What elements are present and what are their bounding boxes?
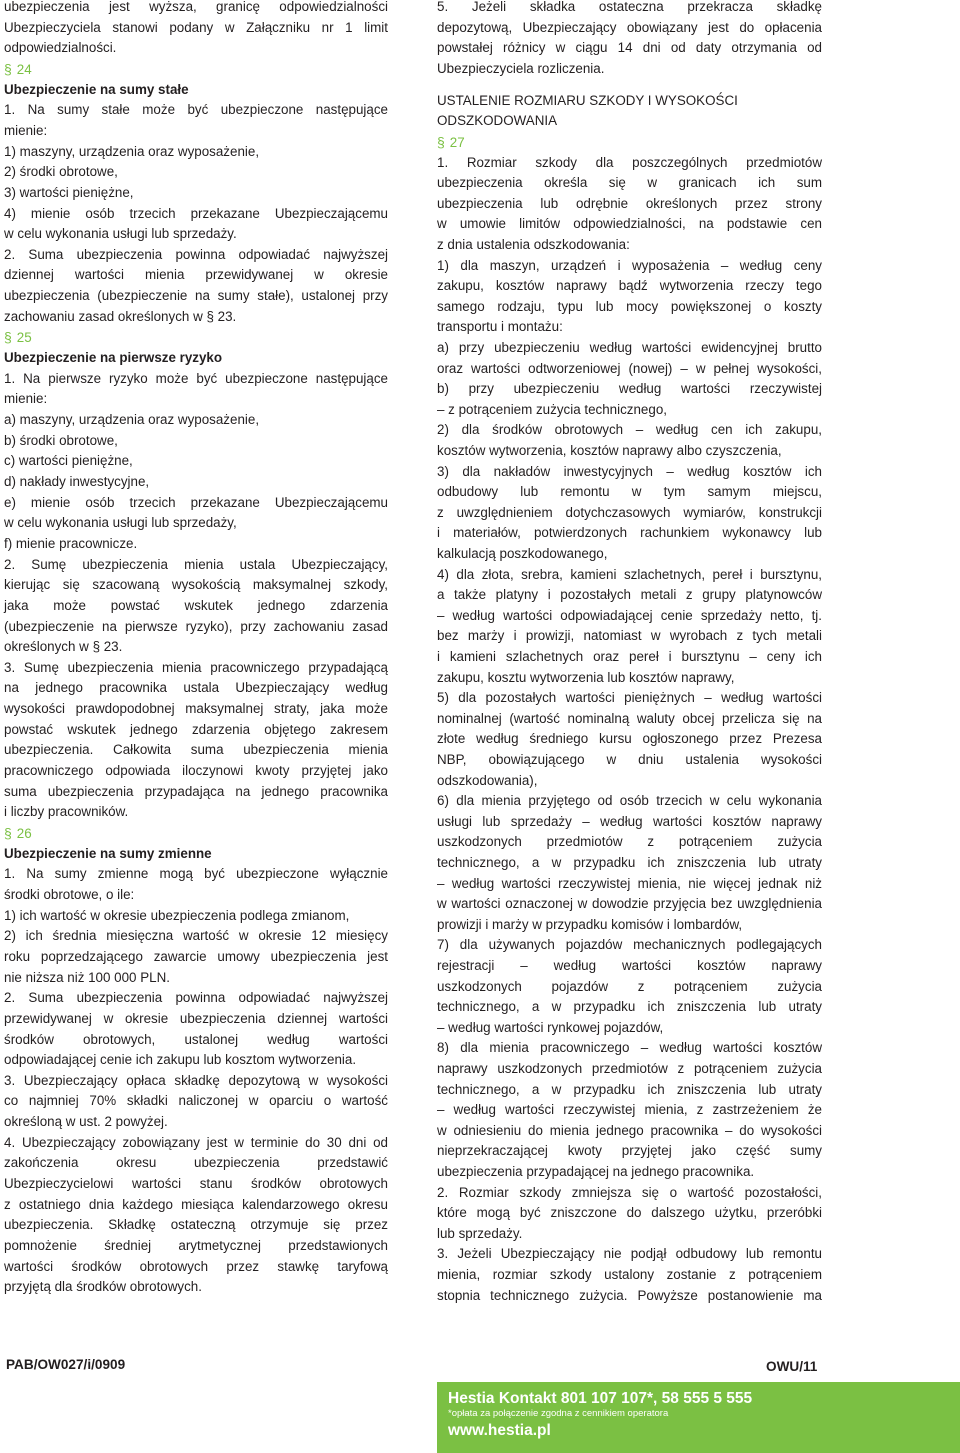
text-line: złote według średniego kursu ogłoszonego przez Prezesa [437, 731, 822, 747]
text-line: ubezpieczenia określa się w granicach ich sum [437, 175, 822, 191]
text-line: zachowaniu zasad określonych w § 23. [4, 308, 237, 324]
section-sign-icon: § [4, 60, 12, 77]
text-line: w odniesieniu do mienia jednego pracownika – do wysokości [437, 1122, 822, 1138]
text-line: odpowiedzialności. [4, 40, 117, 56]
text-line: zakupu, kosztu wytworzenia lub kosztów naprawy, [437, 669, 735, 685]
text-line: b) środki obrotowe, [4, 432, 118, 448]
text-line: powstałej różnicy w ciągu 14 dni od daty otrzymania od [437, 40, 822, 56]
text-line: mienia, rozmiar szkody ustalony zostanie z potrąceniem [437, 1266, 822, 1282]
text-line: powstać wskutek jednego zdarzenia objętego zakresem [4, 721, 388, 737]
text-line: i materiałów, potwierdzonych rachunkiem wykonawcy lub [437, 525, 822, 541]
text-line: 2. Suma ubezpieczenia powinna odpowiadać najwyższej [4, 246, 388, 262]
text-line: lub sprzedaży. [437, 1225, 523, 1241]
text-line: co najmniej 70% składki naliczonej w oparciu o wartość [4, 1093, 388, 1109]
text-line: 1) maszyny, urządzenia oraz wyposażenie, [4, 143, 260, 159]
text-line: 5. Jeżeli składka ostateczna przekracza składkę [437, 0, 822, 14]
text-line: z ostatniego dnia każdego miesiąca kalendarzowego okresu [4, 1196, 388, 1212]
text-line: na jednego pracownika ustala Ubezpieczający według [4, 680, 388, 696]
text-line: wartości środków obrotowych przez stawkę taryfową [4, 1258, 388, 1274]
document-code: PAB/OW027/i/0909 [6, 1357, 126, 1372]
text-line: w celu wykonania usługi lub sprzedaży, [4, 515, 237, 531]
text-line: prowizji i marży w przypadku komisów i lombardów, [437, 916, 743, 932]
text-line: technicznego, a w przypadku ich zniszczenia lub utraty [437, 999, 822, 1015]
text-line: – według wartości rzeczywistej mienia, z zastrzeżeniem że [437, 1102, 822, 1118]
text-line: 1) ich wartość w okresie ubezpieczenia podlega zmianom, [4, 907, 350, 923]
text-line: 1. Rozmiar szkody dla poszczególnych przedmiotów [437, 154, 822, 170]
text-line: i kamieni szlachetnych oraz pereł i bursztynu – ceny ich [437, 648, 822, 664]
text-line: e) mienie osób trzecich przekazane Ubezpieczającemu [4, 494, 388, 510]
chapter-heading: USTALENIE ROZMIARU SZKODY I WYSOKOŚCI [437, 92, 738, 108]
text-line: ubezpieczenia (ubezpieczenie na sumy stałe), ustalonej przy [4, 288, 388, 304]
text-line: transportu i montażu: [437, 319, 563, 335]
text-line: (ubezpieczenie na pierwsze ryzyko), przy zachowaniu zasad [4, 618, 388, 634]
text-line: kosztów wytworzenia, kosztów naprawy albo czyszczenia, [437, 442, 782, 458]
text-line: d) nakłady inwestycyjne, [4, 473, 150, 489]
text-line: suma ubezpieczenia przypadająca na jednego pracownika [4, 783, 388, 799]
text-line: w wartości oznaczonej w dowodzie przyjęcia bez uwzględnienia [437, 896, 822, 912]
text-line: oraz wartości odtworzeniowej (nowej) – w pełnej wysokości, [437, 360, 822, 376]
text-line: określoną w ust. 2 powyżej. [4, 1114, 168, 1130]
text-line: zakończenia okresu ubezpieczenia przedstawić [4, 1155, 388, 1171]
text-line: – z potrąceniem zużycia technicznego, [437, 401, 667, 417]
section-number-text: 26 [16, 826, 32, 841]
section-sign-icon: § [437, 133, 445, 150]
section-number [437, 132, 822, 153]
text-line: 8) dla mienia pracowniczego – według wartości kosztów [437, 1040, 822, 1056]
text-line: środki obrotowe, o ile: [4, 886, 135, 902]
text-line: c) wartości pieniężne, [4, 453, 133, 469]
text-line: stopnia technicznego zużycia. Powyższe postanowienie ma [437, 1287, 822, 1303]
text-line: b) przy ubezpieczeniu według wartości rzeczywistej [437, 381, 822, 397]
text-line: – według wartości odpowiadającej cenie sprzedaży netto, tj. [437, 607, 822, 623]
text-line: uszkodzonych pojazdów z potrąceniem zużycia [437, 978, 822, 994]
website-link[interactable]: www.hestia.pl [448, 1422, 551, 1439]
chapter-heading: ODSZKODOWANIA [437, 113, 558, 129]
section-number [4, 59, 388, 80]
text-line: 2) dla środków obrotowych – według cen ich zakupu, [437, 422, 822, 438]
text-line: technicznego, a w przypadku ich zniszczenia lub utraty [437, 1081, 822, 1097]
text-line: 2) środki obrotowe, [4, 164, 118, 180]
text-line: mienie: [4, 122, 48, 138]
page-label: OWU/11 [766, 1359, 818, 1374]
text-line: 3. Ubezpieczający opłaca składkę depozytową w wysokości [4, 1072, 388, 1088]
contact-note: *opłata za połączenie zgodna z cennikiem operatora [448, 1408, 669, 1419]
text-line: z dnia ustalenia odszkodowania: [437, 236, 630, 252]
text-line: Ubezpieczyciela rozliczenia. [437, 60, 605, 76]
text-line: a także platyny i pozostałych metali z grupy platynowców [437, 587, 822, 603]
text-line: odbudowy lub remontu w tym samym miejscu, [437, 484, 822, 500]
text-line: ubezpieczenia. Całkowita suma ubezpieczenia mienia [4, 742, 388, 758]
text-line: 4) dla złota, srebra, kamieni szlachetnych, pereł i bursztynu, [437, 566, 822, 582]
text-line: NBP, obowiązującego w dniu ustalenia wysokości [437, 751, 822, 767]
text-line: określonych w § 23. [4, 639, 123, 655]
text-line: wysokości prawdopodobnej maksymalnej straty, jaka może [4, 701, 388, 717]
text-line: – według wartości rzeczywistej mienia, nie więcej jednak niż [437, 875, 822, 891]
text-line: w celu wykonania usługi lub sprzedaży. [4, 226, 237, 242]
text-line: Ubezpieczycielowi wartości stanu środków obrotowych [4, 1176, 388, 1192]
text-line: ubezpieczenia lub odrębnie określonych przez strony [437, 195, 822, 211]
text-line: naprawy uszkodzonych przedmiotów z potrąceniem zużycia [437, 1060, 822, 1076]
text-line: Ubezpieczyciela stanowi podany w Załączniku nr 1 limit [4, 19, 388, 35]
text-line: 6) dla mienia przyjętego od osób trzecich w celu wykonania [437, 793, 822, 809]
text-line: depozytową, Ubezpieczający obowiązany jest do opłacenia [437, 19, 822, 35]
text-line: które mogą być zniszczone do dalszego użytku, przeróbki [437, 1205, 822, 1221]
section-sign-icon: § [4, 329, 12, 346]
text-line: technicznego, a w przypadku ich zniszczenia lub utraty [437, 854, 822, 870]
text-line: a) przy ubezpieczeniu według wartości ewidencyjnej brutto [437, 339, 822, 355]
section-number [4, 327, 388, 348]
text-line: zakupu, kosztów naprawy bądź wytworzenia rzeczy tego [437, 278, 822, 294]
text-line: a) maszyny, urządzenia oraz wyposażenie, [4, 412, 260, 427]
text-line: jaka może powstać wskutek jednego zdarzenia [4, 597, 388, 613]
text-line: 5) dla pozostałych wartości pieniężnych – według wartości [437, 690, 822, 706]
text-line: – według wartości rynkowej pojazdów, [437, 1019, 664, 1035]
text-line: samego rodzaju, typu lub mocy powiększonej o koszty [437, 298, 822, 314]
text-line: 3. Jeżeli Ubezpieczający nie podjął odbudowy lub remontu [437, 1246, 822, 1262]
text-line: pomnożenie średniej arytmetycznej przedstawionych [4, 1238, 388, 1253]
text-line: odszkodowania), [437, 772, 538, 788]
section-sign-icon: § [4, 825, 12, 841]
text-line: uszkodzonych przedmiotów z potrąceniem zużycia [437, 834, 822, 850]
text-line: przewidywanej w okresie ubezpieczenia dziennej wartości [4, 1010, 388, 1026]
text-line: 7) dla używanych pojazdów mechanicznych podlegających [437, 937, 822, 953]
section-number-text: 25 [16, 330, 32, 346]
contact-banner [437, 1382, 960, 1453]
text-line: 1) dla maszyn, urządzeń i wyposażenia – według ceny [437, 257, 822, 273]
section-heading: Ubezpieczenie na sumy zmienne [4, 845, 212, 861]
text-line: 4. Ubezpieczający zobowiązany jest w terminie do 30 dni od [4, 1134, 388, 1150]
text-line: 1. Na sumy zmienne mogą być ubezpieczone wyłącznie [4, 866, 388, 882]
text-line: 3) wartości pieniężne, [4, 184, 134, 200]
section-heading: Ubezpieczenie na pierwsze ryzyko [4, 350, 223, 366]
text-line: 3. Sumę ubezpieczenia mienia pracowniczego przypadającą [4, 659, 388, 675]
text-line: 2. Sumę ubezpieczenia mienia ustala Ubezpieczający, [4, 556, 388, 572]
text-line: roku poprzedzającego zawarcie umowy ubezpieczenia jest [4, 948, 388, 964]
text-line: bez marży i prowizji, natomiast w wyrobach z tych metali [437, 628, 822, 644]
section-heading: Ubezpieczenie na sumy stałe [4, 81, 189, 97]
text-line: ubezpieczenia jest wyższa, granicę odpowiedzialności [4, 0, 388, 14]
text-line: mienie: [4, 391, 48, 407]
text-line: w umowie limitów odpowiedzialności, na podstawie cen [437, 216, 822, 232]
text-line: rejestracji – według wartości kosztów naprawy [437, 957, 822, 973]
text-line: nominalnej (wartość nominalną waluty obcej przelicza się na [437, 710, 822, 726]
text-line: dziennej wartości mienia przewidywanej w okresie [4, 267, 388, 283]
text-line: 1. Na pierwsze ryzyko może być ubezpieczone następujące [4, 370, 388, 386]
text-line: kalkulacją poszkodowanego, [437, 545, 608, 561]
section-number-text: 27 [449, 134, 465, 150]
text-line: 4) mienie osób trzecich przekazane Ubezpieczającemu [4, 205, 388, 221]
text-line: nie niższa niż 100 000 PLN. [4, 969, 170, 985]
text-line: środków obrotowych, ustalonej według wartości [4, 1031, 388, 1047]
text-line: 2. Rozmiar szkody zmniejsza się o wartość pozostałości, [437, 1184, 822, 1200]
text-line: 2. Suma ubezpieczenia powinna odpowiadać najwyższej [4, 990, 388, 1006]
text-line: kierując się szacowaną wysokością maksymalnej szkody, [4, 577, 388, 593]
text-line: i liczby pracowników. [4, 804, 129, 820]
text-line: pracowniczego odpowiada iloczynowi kwoty przyjętej jako [4, 763, 388, 779]
text-line: ubezpieczenia. Składkę ostateczną otrzymuje się przez [4, 1217, 388, 1233]
text-line: z uwzględnieniem dotychczasowych wymiarów, konstrukcji [437, 504, 822, 520]
text-line: 2) ich średnia miesięczna wartość w okresie 12 miesięcy [4, 928, 388, 944]
section-number-text: 24 [16, 61, 32, 77]
contact-phone: Hestia Kontakt 801 107 107*, 58 555 5 555 [448, 1390, 753, 1407]
text-line: ubezpieczenia przypadającej na jednego pracownika. [437, 1163, 755, 1179]
text-line: odpowiadającej cenie ich zakupu lub kosztom wytworzenia. [4, 1052, 357, 1068]
text-line: 3) dla nakładów inwestycyjnych – według kosztów ich [437, 463, 822, 479]
text-line: 1. Na sumy stałe może być ubezpieczone następujące [4, 102, 388, 118]
section-number [4, 823, 388, 844]
text-line: przyjętą dla środków obrotowych. [4, 1279, 202, 1295]
text-line: usługi lub sprzedaży – według wartości kosztów naprawy [437, 813, 822, 829]
text-line: f) mienie pracownicze. [4, 535, 138, 551]
text-line: nieprzekraczającej kwoty przyjętej jako część sumy [437, 1143, 822, 1159]
